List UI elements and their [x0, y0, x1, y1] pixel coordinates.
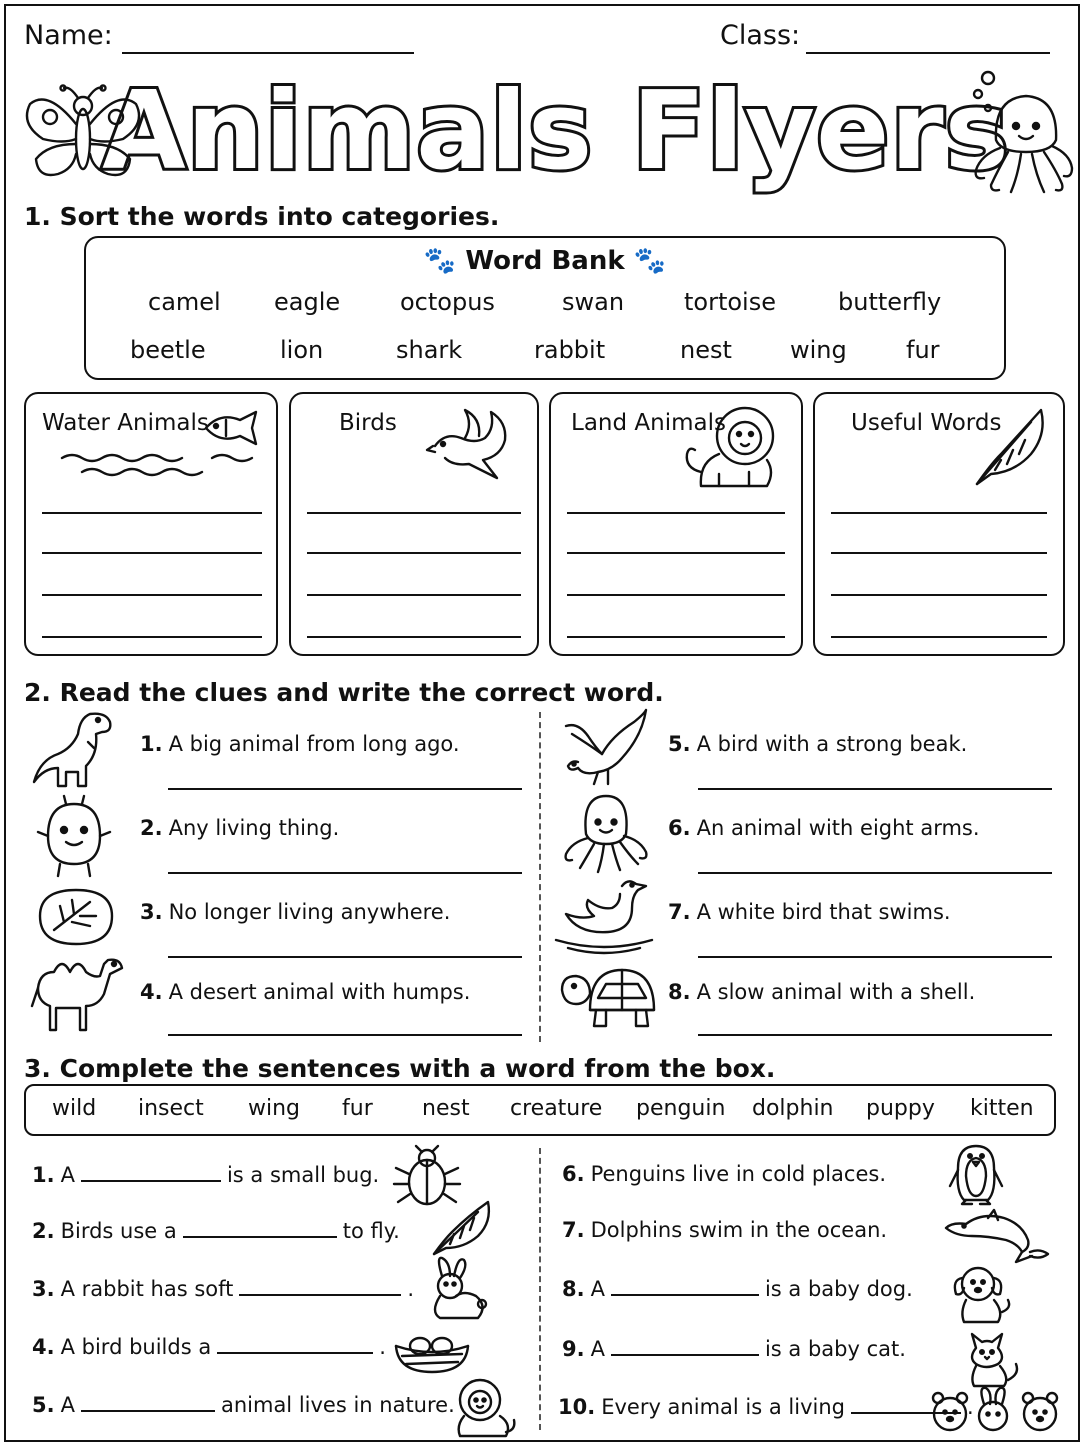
name-label: Name: — [24, 20, 113, 51]
fossil-icon — [34, 886, 118, 952]
sentence-9: 9. A is a baby cat. — [562, 1337, 906, 1361]
sentence-6: 6. Penguins live in cold places. — [562, 1162, 886, 1186]
nest-icon — [392, 1328, 472, 1378]
word-bank-word: lion — [280, 336, 324, 364]
feather-icon — [971, 404, 1051, 492]
feather-icon — [430, 1200, 494, 1260]
answer-line[interactable] — [307, 512, 521, 514]
clue-6: 6. An animal with eight arms. — [668, 816, 980, 840]
box-word: dolphin — [752, 1096, 834, 1121]
fish-icon — [202, 408, 262, 452]
animal-faces-icon — [928, 1386, 1064, 1438]
box-word: fur — [342, 1096, 373, 1121]
word-bank-word: fur — [906, 336, 940, 364]
word-bank-word: nest — [680, 336, 732, 364]
camel-icon — [28, 950, 128, 1036]
tortoise-icon — [556, 964, 658, 1038]
box-word: wild — [52, 1096, 97, 1121]
answer-line[interactable] — [698, 956, 1052, 958]
eagle-icon — [558, 706, 652, 792]
bird-icon — [425, 404, 515, 488]
word-bank-word: butterfly — [838, 288, 942, 316]
answer-line[interactable] — [307, 552, 521, 554]
box-word: nest — [422, 1096, 470, 1121]
clue-5: 5. A bird with a strong beak. — [668, 732, 968, 756]
sentence-blank[interactable] — [611, 1276, 759, 1296]
paw-icon: 🐾 — [423, 246, 457, 276]
answer-line[interactable] — [42, 512, 262, 514]
sentence-blank[interactable] — [81, 1392, 215, 1412]
sentence-blank[interactable] — [611, 1336, 759, 1356]
lion-icon — [679, 402, 789, 498]
divider — [539, 712, 541, 1042]
sentence-blank[interactable] — [239, 1276, 401, 1296]
sentence-blank[interactable] — [217, 1334, 373, 1354]
category-title: Land Animals — [571, 410, 726, 436]
category-title: Birds — [339, 410, 397, 436]
answer-line[interactable] — [698, 872, 1052, 874]
category-title: Water Animals — [42, 410, 209, 436]
answer-line[interactable] — [168, 872, 522, 874]
dolphin-icon — [942, 1208, 1052, 1268]
sentence-8: 8. A is a baby dog. — [562, 1277, 913, 1301]
worksheet-page — [4, 4, 1080, 1442]
word-bank-word: eagle — [274, 288, 341, 316]
section2-heading: 2. Read the clues and write the correct word. — [24, 678, 664, 707]
category-birds — [289, 392, 539, 656]
answer-line[interactable] — [567, 594, 785, 596]
sentence-3: 3. A rabbit has soft . — [32, 1277, 415, 1301]
word-bank-word: octopus — [400, 288, 495, 316]
sentence-blank[interactable] — [183, 1218, 337, 1238]
box-word: puppy — [866, 1096, 935, 1121]
answer-line[interactable] — [831, 512, 1047, 514]
sentence-5: 5. A animal lives in nature. — [32, 1393, 455, 1417]
answer-line[interactable] — [698, 788, 1052, 790]
section1-heading: 1. Sort the words into categories. — [24, 202, 500, 231]
answer-line[interactable] — [168, 956, 522, 958]
word-bank-word: beetle — [130, 336, 206, 364]
butterfly-icon — [18, 84, 148, 188]
dinosaur-icon — [30, 710, 126, 798]
rabbit-icon — [420, 1256, 490, 1326]
answer-line[interactable] — [42, 636, 262, 638]
answer-line[interactable] — [831, 552, 1047, 554]
swan-icon — [554, 874, 654, 958]
page-title — [102, 60, 1010, 194]
water-waves-icon — [62, 450, 262, 484]
word-bank-word: tortoise — [684, 288, 776, 316]
sentence-7: 7. Dolphins swim in the ocean. — [562, 1218, 888, 1242]
sentence-blank[interactable] — [81, 1162, 221, 1182]
box-word: creature — [510, 1096, 603, 1121]
category-title: Useful Words — [851, 410, 1002, 436]
word-bank-word: swan — [562, 288, 625, 316]
octopus-icon — [558, 790, 652, 878]
svg-text:Animals Flyers: Animals Flyers — [102, 69, 1010, 194]
puppy-icon — [948, 1260, 1014, 1330]
sentence-10: 10. Every animal is a living . — [558, 1395, 974, 1419]
clue-4: 4. A desert animal with humps. — [140, 980, 471, 1004]
category-water-animals — [24, 392, 278, 656]
paw-icon: 🐾 — [633, 246, 667, 276]
divider — [539, 1148, 541, 1430]
name-line[interactable] — [122, 52, 414, 54]
answer-line[interactable] — [168, 788, 522, 790]
clue-8: 8. A slow animal with a shell. — [668, 980, 976, 1004]
category-useful-words — [813, 392, 1065, 656]
word-box — [24, 1084, 1056, 1136]
clue-2: 2. Any living thing. — [140, 816, 340, 840]
word-bank-word: wing — [790, 336, 847, 364]
word-bank-word: camel — [148, 288, 221, 316]
clue-7: 7. A white bird that swims. — [668, 900, 951, 924]
answer-line[interactable] — [567, 512, 785, 514]
answer-line[interactable] — [567, 636, 785, 638]
lion-icon — [450, 1376, 516, 1442]
answer-line[interactable] — [831, 594, 1047, 596]
class-line[interactable] — [806, 52, 1050, 54]
clue-1: 1. A big animal from long ago. — [140, 732, 460, 756]
octopus-icon — [966, 70, 1076, 204]
penguin-icon — [946, 1142, 1006, 1210]
sentence-1: 1. A is a small bug. — [32, 1163, 380, 1187]
section3-heading: 3. Complete the sentences with a word from the box. — [24, 1054, 776, 1083]
answer-line[interactable] — [42, 594, 262, 596]
class-label: Class: — [720, 20, 801, 51]
box-word: penguin — [636, 1096, 726, 1121]
answer-line[interactable] — [698, 1034, 1052, 1036]
clue-3: 3. No longer living anywhere. — [140, 900, 451, 924]
word-bank-word: rabbit — [534, 336, 606, 364]
word-bank-box — [84, 236, 1006, 380]
category-land-animals — [549, 392, 803, 656]
answer-line[interactable] — [307, 636, 521, 638]
answer-line[interactable] — [42, 552, 262, 554]
creature-icon — [36, 796, 112, 884]
word-bank-header — [86, 246, 1004, 276]
answer-line[interactable] — [307, 594, 521, 596]
sentence-2: 2. Birds use a to fly. — [32, 1219, 400, 1243]
box-word: kitten — [970, 1096, 1034, 1121]
word-bank-title: Word Bank — [465, 246, 625, 276]
word-bank-word: shark — [396, 336, 463, 364]
answer-line[interactable] — [567, 552, 785, 554]
box-word: wing — [248, 1096, 301, 1121]
sentence-4: 4. A bird builds a . — [32, 1335, 386, 1359]
answer-line[interactable] — [831, 636, 1047, 638]
kitten-icon — [958, 1324, 1024, 1394]
box-word: insect — [138, 1096, 204, 1121]
answer-line[interactable] — [168, 1034, 522, 1036]
